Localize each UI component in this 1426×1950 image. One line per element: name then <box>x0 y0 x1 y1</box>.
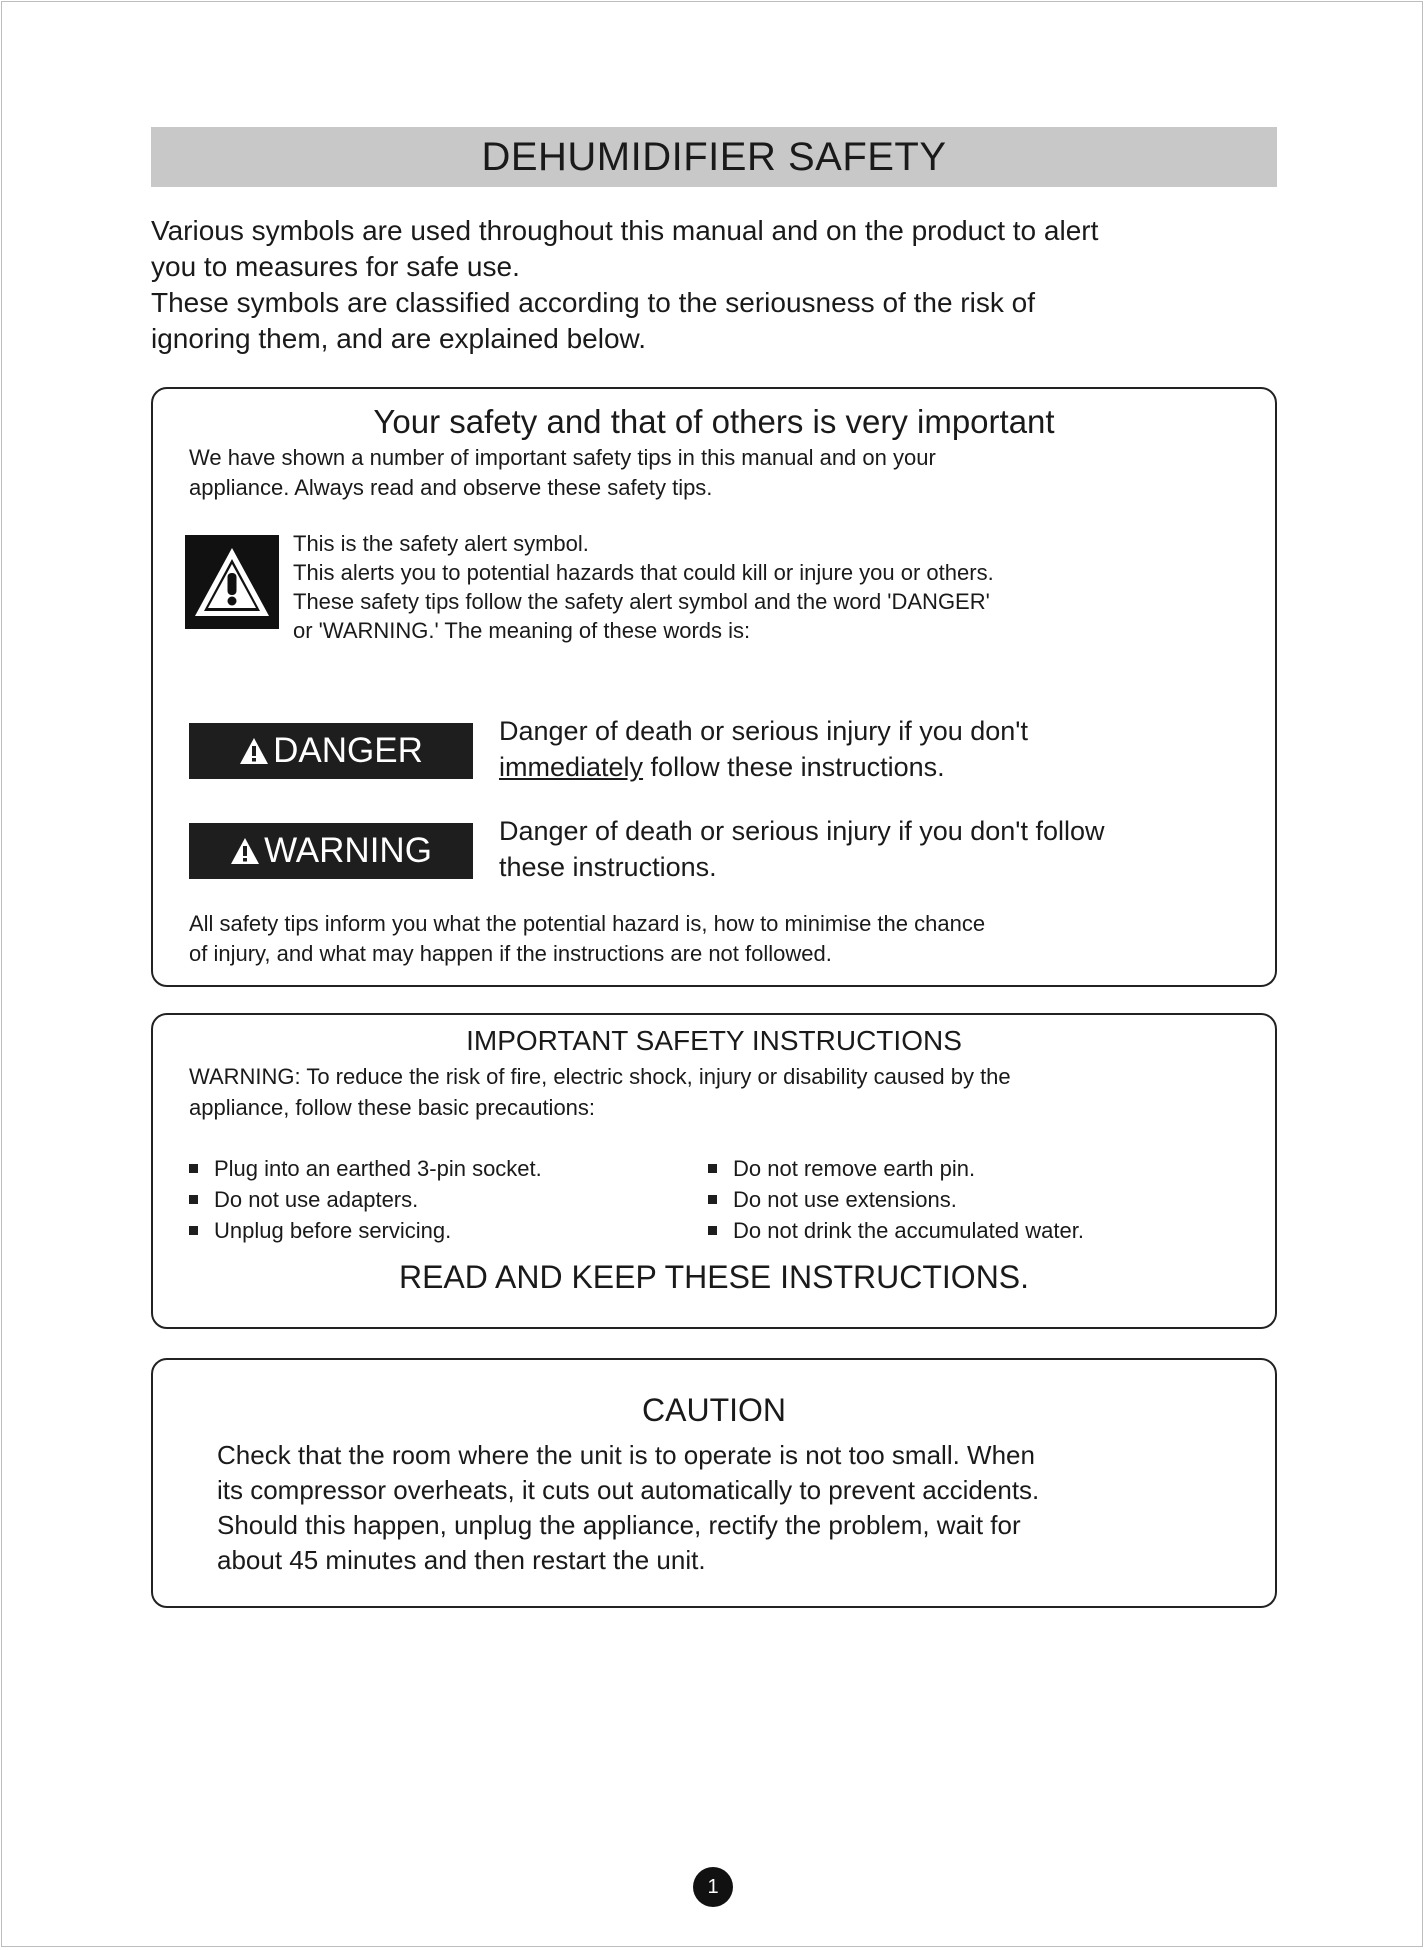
warning-label <box>189 823 473 879</box>
safety-box-footer <box>189 909 1249 969</box>
warning-triangle-svg <box>192 545 272 619</box>
warning-triangle-icon <box>185 535 279 629</box>
danger-label-text: DANGER <box>273 731 423 770</box>
list-item-text: Do not remove earth pin. <box>733 1156 976 1181</box>
bullet-square-icon <box>189 1226 198 1235</box>
list-item-text: Do not drink the accumulated water. <box>733 1218 1084 1243</box>
lead-line: appliance. Always read and observe these safety tips. <box>189 475 713 500</box>
warning-description <box>499 813 1239 885</box>
alert-symbol-explanation <box>293 529 1253 645</box>
danger-desc-line <box>499 749 1239 785</box>
safety-box-lead <box>189 443 1249 503</box>
alert-line: These safety tips follow the safety alert symbol and the word 'DANGER' <box>293 589 990 614</box>
warning-triangle-small-icon <box>230 837 260 865</box>
bullet-square-icon <box>708 1164 717 1173</box>
danger-desc-line: Danger of death or serious injury if you don't <box>499 716 1028 746</box>
list-item <box>708 1184 1084 1215</box>
bullet-square-icon <box>189 1164 198 1173</box>
footer-line: All safety tips inform you what the potential hazard is, how to minimise the chance <box>189 911 986 936</box>
safety-importance-box <box>151 387 1277 987</box>
warning-desc-line: Danger of death or serious injury if you don't follow <box>499 816 1105 846</box>
caution-line: Should this happen, unplug the appliance, rectify the problem, wait for <box>217 1510 1021 1540</box>
intro-line: ignoring them, and are explained below. <box>151 323 647 354</box>
danger-label <box>189 723 473 779</box>
warning-label-text: WARNING <box>264 831 432 870</box>
precautions-list-right <box>708 1153 1084 1246</box>
warning-triangle-small-icon <box>239 737 269 765</box>
list-item-text: Unplug before servicing. <box>214 1218 452 1243</box>
alert-line: This alerts you to potential hazards that could kill or injure you or others. <box>293 560 994 585</box>
danger-desc-emphasis: immediately <box>499 752 644 782</box>
alert-line: This is the safety alert symbol. <box>293 531 589 556</box>
caution-box <box>151 1358 1277 1608</box>
caution-line: about 45 minutes and then restart the unit. <box>217 1545 706 1575</box>
caution-line: Check that the room where the unit is to operate is not too small. When <box>217 1440 1035 1470</box>
precautions-list-left <box>189 1153 542 1246</box>
alert-line: or 'WARNING.' The meaning of these words is: <box>293 618 751 643</box>
list-item-text: Do not use adapters. <box>214 1187 419 1212</box>
instructions-warning <box>189 1061 1259 1123</box>
bullet-square-icon <box>189 1195 198 1204</box>
page-number: 1 <box>693 1867 733 1907</box>
bullet-square-icon <box>708 1195 717 1204</box>
list-item-text: Do not use extensions. <box>733 1187 957 1212</box>
list-item <box>189 1153 542 1184</box>
important-instructions-box <box>151 1013 1277 1329</box>
page-title: DEHUMIDIFIER SAFETY <box>151 127 1277 187</box>
intro-text <box>151 213 1281 357</box>
intro-line: you to measures for safe use. <box>151 251 520 282</box>
danger-desc-rest: follow these instructions. <box>643 752 945 782</box>
list-item <box>708 1215 1084 1246</box>
danger-description <box>499 713 1239 785</box>
instructions-heading: IMPORTANT SAFETY INSTRUCTIONS <box>466 1025 962 1056</box>
list-item <box>189 1215 542 1246</box>
caution-line: its compressor overheats, it cuts out automatically to prevent accidents. <box>217 1475 1040 1505</box>
intro-line: These symbols are classified according to the seriousness of the risk of <box>151 287 1035 318</box>
warning-line: WARNING: To reduce the risk of fire, electric shock, injury or disability caused by the <box>189 1064 1011 1089</box>
warning-desc-line: these instructions. <box>499 852 717 882</box>
caution-heading: CAUTION <box>642 1392 786 1428</box>
read-and-keep-notice: READ AND KEEP THESE INSTRUCTIONS. <box>398 1259 1030 1295</box>
bullet-square-icon <box>708 1226 717 1235</box>
footer-line: of injury, and what may happen if the instructions are not followed. <box>189 941 832 966</box>
caution-text <box>217 1438 1237 1578</box>
list-item <box>189 1184 542 1215</box>
list-item <box>708 1153 1084 1184</box>
safety-box-heading: Your safety and that of others is very important <box>373 403 1055 440</box>
list-item-text: Plug into an earthed 3-pin socket. <box>214 1156 542 1181</box>
warning-line: appliance, follow these basic precautions: <box>189 1095 596 1120</box>
intro-line: Various symbols are used throughout this manual and on the product to alert <box>151 215 1099 246</box>
lead-line: We have shown a number of important safety tips in this manual and on your <box>189 445 936 470</box>
